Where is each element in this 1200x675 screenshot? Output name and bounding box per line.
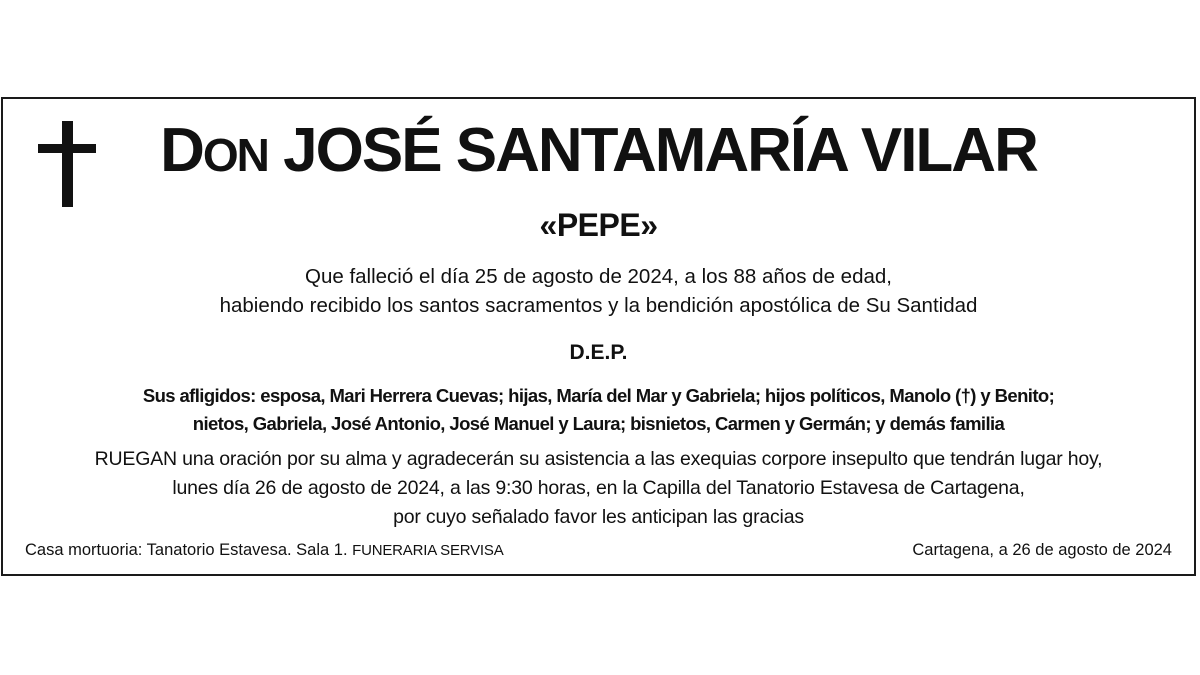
announcement-line: habiendo recibido los santos sacramentos y la bendición apostólica de Su Santidad	[219, 294, 978, 317]
title-don-initial: D	[160, 116, 203, 185]
announcement-line: Que falleció el día 25 de agosto de 2024, a los 88 años de edad,	[305, 265, 892, 288]
request-line: RUEGAN una oración por su alma y agradecerán su asistencia a las exequias corpore insepulto que tendrán lugar hoy,	[94, 448, 1103, 470]
family-line: Sus afligidos: esposa, Mari Herrera Cuevas; hijas, María del Mar y Gabriela; hijos políticos, Manolo (†) y Benito;	[142, 385, 1055, 406]
footer-mortuary	[25, 538, 504, 563]
title-don-rest: ON	[202, 129, 268, 181]
nickname: «PEPE»	[539, 207, 658, 243]
death-announcement	[3, 262, 1194, 320]
funeral-request	[3, 445, 1194, 532]
request-line: por cuyo señalado favor les anticipan las gracias	[393, 506, 804, 528]
rip-heading: D.E.P.	[569, 341, 628, 364]
family-list	[3, 382, 1194, 438]
footer-place-date: Cartagena, a 26 de agosto de 2024	[912, 541, 1172, 559]
obituary-notice	[1, 97, 1196, 576]
request-line: lunes día 26 de agosto de 2024, a las 9:30 horas, en la Capilla del Tanatorio Estavesa de Cartagena,	[172, 477, 1025, 499]
mortuary-text: Casa mortuoria: Tanatorio Estavesa. Sala 1.	[25, 541, 348, 559]
family-line: nietos, Gabriela, José Antonio, José Manuel y Laura; bisnietos, Carmen y Germán; y demás familia	[192, 413, 1005, 434]
deceased-name: JOSÉ SANTAMARÍA VILAR	[283, 116, 1037, 185]
funeral-home-name: FUNERARIA SERVISA	[352, 542, 504, 559]
deceased-name-heading	[3, 113, 1194, 193]
